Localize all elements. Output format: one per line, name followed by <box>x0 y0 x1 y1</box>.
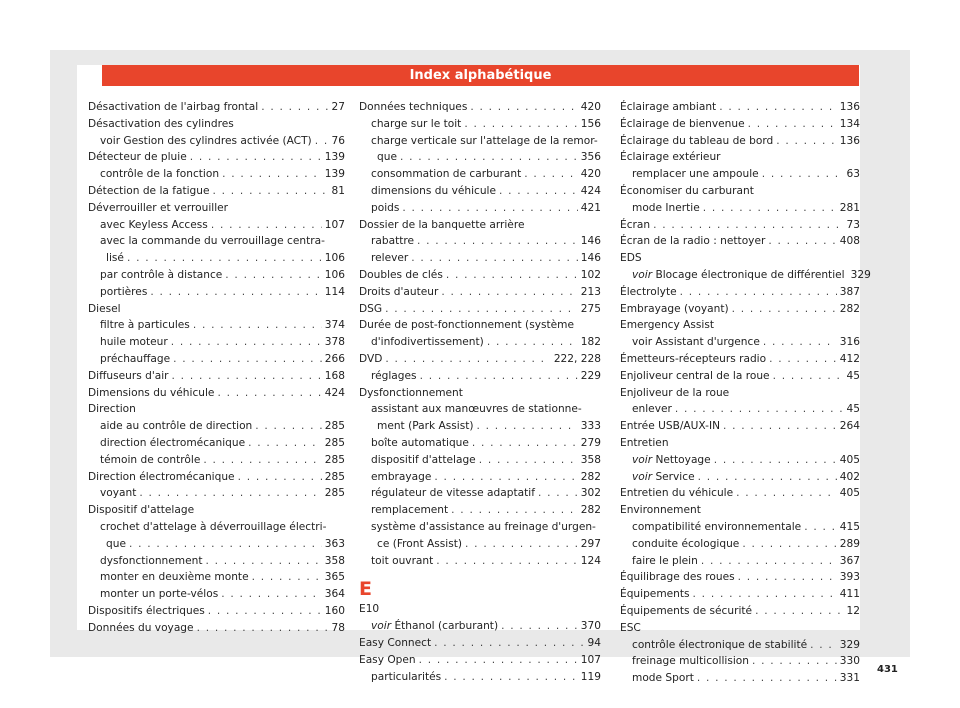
index-entry: Éclairage du tableau de bord . . . 136 <box>620 133 860 150</box>
index-subentry: monter en deuxième monte . . . 365 <box>88 569 345 586</box>
index-heading: Direction <box>88 403 136 416</box>
index-subentry: contrôle de la fonction . . . 139 <box>88 166 345 183</box>
index-subentry-cont: que . . . 356 <box>359 149 601 166</box>
index-subentry-cont: ce (Front Assist) . . . 297 <box>359 536 601 553</box>
index-entry: Émetteurs-récepteurs radio . . . 412 <box>620 351 860 368</box>
index-entry: Entrée USB/AUX-IN . . . 264 <box>620 418 860 435</box>
page-title: Index alphabétique <box>102 65 859 86</box>
index-entry: Doubles de clés . . . 102 <box>359 267 601 284</box>
index-subentry-wrap: avec la commande du verrouillage centra- <box>100 235 325 248</box>
index-subentry-wrap: système d'assistance au freinage d'urgen- <box>371 520 596 533</box>
index-entry: Easy Connect . . . 94 <box>359 635 601 652</box>
index-heading: Entretien <box>620 436 669 449</box>
index-subentry: faire le plein . . . 367 <box>620 553 860 570</box>
index-subentry-wrap: crochet d'attelage à déverrouillage électri- <box>100 520 327 533</box>
index-subentry: particularités . . . 119 <box>359 669 601 686</box>
index-heading: Désactivation des cylindres <box>88 117 234 130</box>
index-subentry: voir Blocage électronique de différentiel 329 <box>632 268 871 281</box>
index-entry: DVD . . . 222, 228 <box>359 351 601 368</box>
index-heading: EDS <box>620 252 642 265</box>
index-heading: Dossier de la banquette arrière <box>359 218 525 231</box>
index-subentry: embrayage . . . 282 <box>359 469 601 486</box>
index-subentry: conduite écologique . . . 289 <box>620 536 860 553</box>
index-subentry: dimensions du véhicule . . . 424 <box>359 183 601 200</box>
index-heading: Enjoliveur de la roue <box>620 386 730 399</box>
index-entry: Diffuseurs d'air . . . 168 <box>88 368 345 385</box>
index-subentry: voir Gestion des cylindres activée (ACT) . . . 76 <box>88 133 345 150</box>
index-subentry: charge sur le toit . . . 156 <box>359 116 601 133</box>
index-subentry: contrôle électronique de stabilité . . . 329 <box>620 637 860 654</box>
index-subentry: avec Keyless Access . . . 107 <box>88 217 345 234</box>
index-subentry: boîte automatique . . . 279 <box>359 435 601 452</box>
index-heading: Emergency Assist <box>620 319 715 332</box>
index-subentry: monter un porte-vélos . . . 364 <box>88 586 345 603</box>
index-subentry: réglages . . . 229 <box>359 368 601 385</box>
index-subentry: freinage multicollision . . . 330 <box>620 653 860 670</box>
index-subentry: voyant . . . 285 <box>88 485 345 502</box>
index-entry: DSG . . . 275 <box>359 301 601 318</box>
index-subentry: remplacer une ampoule . . . 63 <box>620 166 860 183</box>
index-entry: Dispositifs électriques . . . 160 <box>88 603 345 620</box>
index-entry: Écran de la radio : nettoyer . . . 408 <box>620 233 860 250</box>
index-heading: ESC <box>620 621 641 634</box>
index-subentry: témoin de contrôle . . . 285 <box>88 452 345 469</box>
index-entry: Équipements de sécurité . . . 12 <box>620 603 860 620</box>
page-number: 431 <box>877 664 898 675</box>
index-subentry: consommation de carburant . . . 420 <box>359 166 601 183</box>
index-entry: Direction électromécanique . . . 285 <box>88 469 345 486</box>
index-subentry: huile moteur . . . 378 <box>88 334 345 351</box>
index-subentry: direction électromécanique . . . 285 <box>88 435 345 452</box>
index-subentry: enlever . . . 45 <box>620 401 860 418</box>
index-entry: Écran . . . 73 <box>620 217 860 234</box>
index-entry: Équipements . . . 411 <box>620 586 860 603</box>
index-heading: Diesel <box>88 302 121 315</box>
index-entry: Entretien du véhicule . . . 405 <box>620 485 860 502</box>
section-letter: E <box>359 578 372 601</box>
index-entry: Enjoliveur central de la roue . . . 45 <box>620 368 860 385</box>
index-entry: Éclairage de bienvenue . . . 134 <box>620 116 860 133</box>
index-heading: Déverrouiller et verrouiller <box>88 201 229 214</box>
index-subentry: rabattre . . . 146 <box>359 233 601 250</box>
index-subentry: régulateur de vitesse adaptatif . . . 302 <box>359 485 601 502</box>
index-entry: Équilibrage des roues . . . 393 <box>620 569 860 586</box>
index-heading: Économiser du carburant <box>620 184 754 197</box>
index-subentry-cont: ment (Park Assist) . . . 333 <box>359 418 601 435</box>
index-entry: Dimensions du véhicule . . . 424 <box>88 385 345 402</box>
index-entry: Désactivation de l'airbag frontal . . . 27 <box>88 99 345 116</box>
index-subentry-cont: lisé . . . 106 <box>88 250 345 267</box>
index-entry: Données du voyage . . . 78 <box>88 620 345 637</box>
index-subentry: voir Assistant d'urgence . . . 316 <box>620 334 860 351</box>
index-heading: Durée de post-fonctionnement (système <box>359 319 575 332</box>
index-entry: Easy Open . . . 107 <box>359 652 601 669</box>
index-subentry: remplacement . . . 282 <box>359 502 601 519</box>
index-subentry-cont: d'infodivertissement) . . . 182 <box>359 334 601 351</box>
index-column-3 <box>620 99 871 687</box>
index-subentry-wrap: charge verticale sur l'attelage de la remor- <box>371 134 598 147</box>
index-subentry-wrap: assistant aux manœuvres de stationne- <box>371 403 582 416</box>
index-subentry: voir Service . . . 402 <box>620 469 860 486</box>
index-heading: Dispositif d'attelage <box>88 504 195 517</box>
index-subentry: compatibilité environnementale . . . 415 <box>620 519 860 536</box>
index-subentry-cont: que . . . 363 <box>88 536 345 553</box>
index-entry: Détection de la fatigue . . . 81 <box>88 183 345 200</box>
index-subentry: aide au contrôle de direction . . . 285 <box>88 418 345 435</box>
index-subentry: dysfonctionnement . . . 358 <box>88 553 345 570</box>
index-entry: Éclairage ambiant . . . 136 <box>620 99 860 116</box>
index-entry: Électrolyte . . . 387 <box>620 284 860 301</box>
index-column-2 <box>359 99 601 685</box>
index-heading: Éclairage extérieur <box>620 151 721 164</box>
index-subentry: voir Éthanol (carburant) . . . 370 <box>359 618 601 635</box>
index-subentry: relever . . . 146 <box>359 250 601 267</box>
index-subentry: filtre à particules . . . 374 <box>88 317 345 334</box>
index-heading: E10 <box>359 603 380 616</box>
index-entry: Données techniques . . . 420 <box>359 99 601 116</box>
index-column-1 <box>88 99 345 637</box>
index-subentry: dispositif d'attelage . . . 358 <box>359 452 601 469</box>
index-subentry: portières . . . 114 <box>88 284 345 301</box>
index-heading: Dysfonctionnement <box>359 386 463 399</box>
index-subentry: voir Nettoyage . . . 405 <box>620 452 860 469</box>
index-subentry: poids . . . 421 <box>359 200 601 217</box>
index-entry: Droits d'auteur . . . 213 <box>359 284 601 301</box>
index-subentry: mode Sport . . . 331 <box>620 670 860 687</box>
index-entry: Embrayage (voyant) . . . 282 <box>620 301 860 318</box>
index-subentry: par contrôle à distance . . . 106 <box>88 267 345 284</box>
index-subentry: préchauffage . . . 266 <box>88 351 345 368</box>
index-subentry: mode Inertie . . . 281 <box>620 200 860 217</box>
index-entry: Détecteur de pluie . . . 139 <box>88 149 345 166</box>
index-heading: Environnement <box>620 504 701 517</box>
index-subentry: toit ouvrant . . . 124 <box>359 553 601 570</box>
